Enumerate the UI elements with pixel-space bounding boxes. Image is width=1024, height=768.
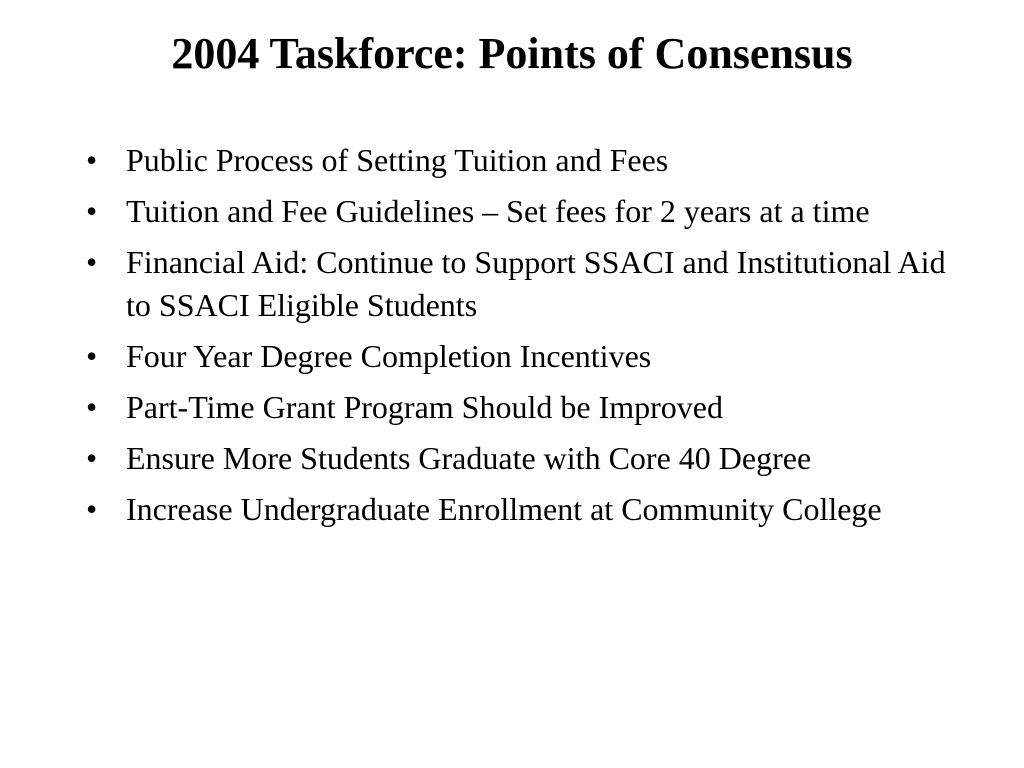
bullet-text: Ensure More Students Graduate with Core 40 Degree <box>126 440 812 476</box>
bullet-item <box>84 190 954 233</box>
bullet-icon: • <box>86 491 98 527</box>
bullet-icon: • <box>86 193 98 229</box>
bullet-text: Four Year Degree Completion Incentives <box>126 338 652 374</box>
bullet-item <box>84 335 954 378</box>
bullet-item <box>84 386 954 429</box>
bullet-item <box>84 139 954 182</box>
bullet-icon: • <box>86 338 98 374</box>
bullet-text: Financial Aid: Continue to Support SSACI and Institutional Aid to SSACI Eligible Students <box>126 244 946 323</box>
bullet-list <box>84 139 954 539</box>
bullet-icon: • <box>86 244 98 280</box>
bullet-icon: • <box>86 440 98 476</box>
bullet-icon: • <box>86 389 98 425</box>
bullet-text: Increase Undergraduate Enrollment at Community College <box>126 491 882 527</box>
bullet-item <box>84 488 954 531</box>
bullet-text: Public Process of Setting Tuition and Fees <box>126 142 669 178</box>
bullet-item <box>84 437 954 480</box>
bullet-item <box>84 241 954 327</box>
bullet-icon: • <box>86 142 98 178</box>
bullet-text: Part-Time Grant Program Should be Improved <box>126 389 723 425</box>
bullet-text: Tuition and Fee Guidelines – Set fees for 2 years at a time <box>126 193 870 229</box>
slide-title: 2004 Taskforce: Points of Consensus <box>171 29 853 78</box>
